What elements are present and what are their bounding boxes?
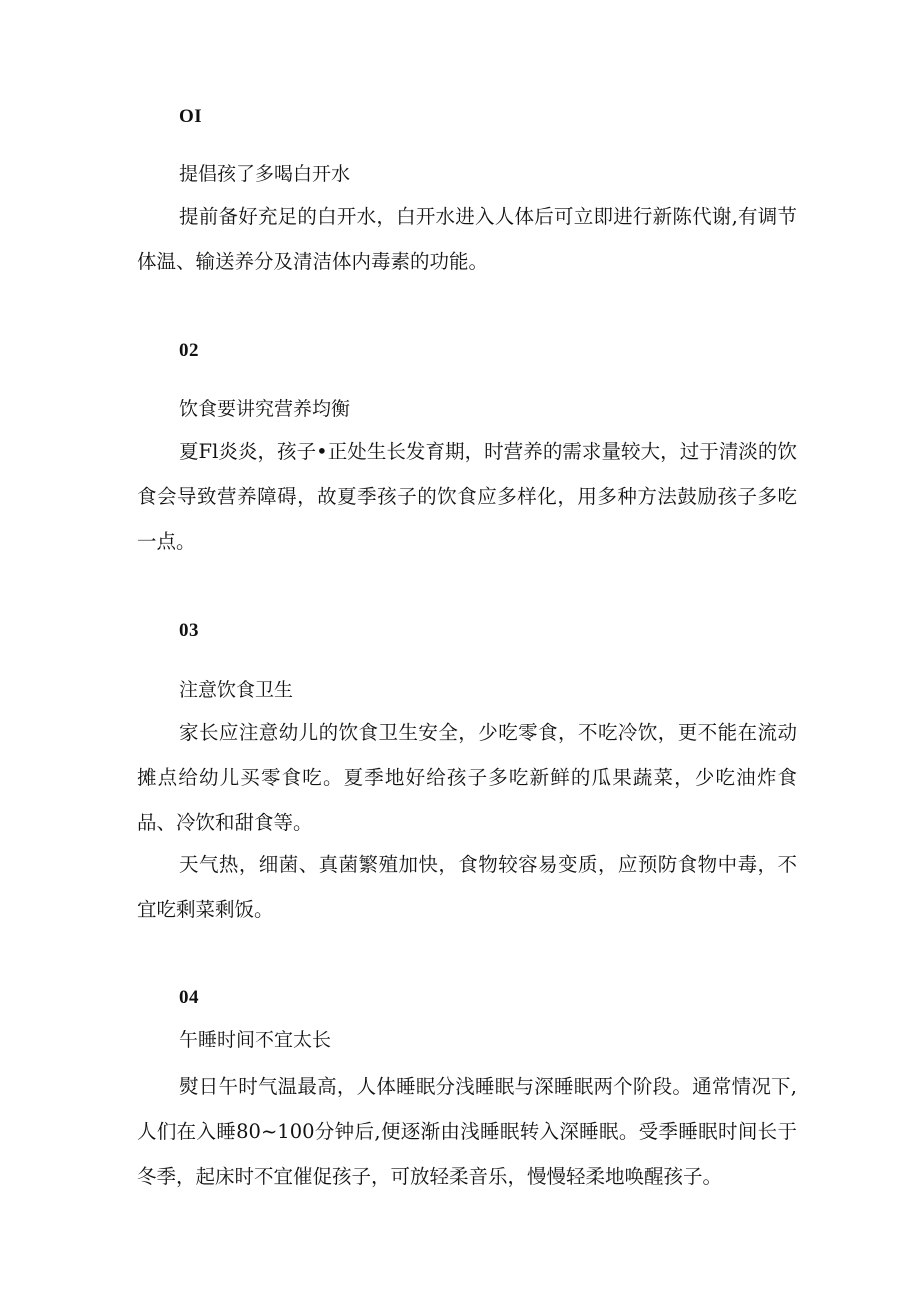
- section-heading: 饮食要讲究营养均衡: [179, 398, 351, 420]
- section-paragraph: 提前备好充足的白开水，白开水进入人体后可立即进行新陈代谢,有调节体温、输送养分及清洁体内毒素的功能。: [137, 205, 797, 273]
- section-paragraph: 熨日午时气温最高，人体睡眠分浅睡眠与深睡眠两个阶段。通常情况下,人们在入睡80~100分钟后,便逐渐由浅睡眠转入深睡眠。受季睡眠时间长于冬季，起床时不宜催促孩子，可放轻柔音乐，慢慢轻柔地唤醒孩子。: [137, 1075, 797, 1188]
- section-heading: 提倡孩了多喝白开水: [179, 163, 351, 185]
- section-number: 04: [179, 987, 199, 1008]
- section-heading: 注意饮食卫生: [179, 679, 294, 701]
- section-number: OI: [179, 106, 203, 127]
- section-paragraph: 天气热，细菌、真菌繁殖加快，食物较容易变质，应预防食物中毒，不宜吃剩菜剩饭。: [137, 853, 797, 921]
- section-heading: 午睡时间不宜太长: [179, 1029, 332, 1051]
- section-number: 02: [179, 340, 199, 361]
- section-number: 03: [179, 620, 199, 641]
- section-paragraph: 夏Fl炎炎，孩子•正处生长发育期，时营养的需求量较大，过于清淡的饮食会导致营养障碍，故夏季孩子的饮食应多样化，用多种方法鼓励孩子多吃一点。: [137, 440, 797, 553]
- section-paragraph: 家长应注意幼儿的饮食卫生安全，少吃零食，不吃冷饮，更不能在流动摊点给幼儿买零食吃。夏季地好给孩子多吃新鲜的瓜果蔬菜，少吃油炸食品、冷饮和甜食等。: [137, 721, 797, 834]
